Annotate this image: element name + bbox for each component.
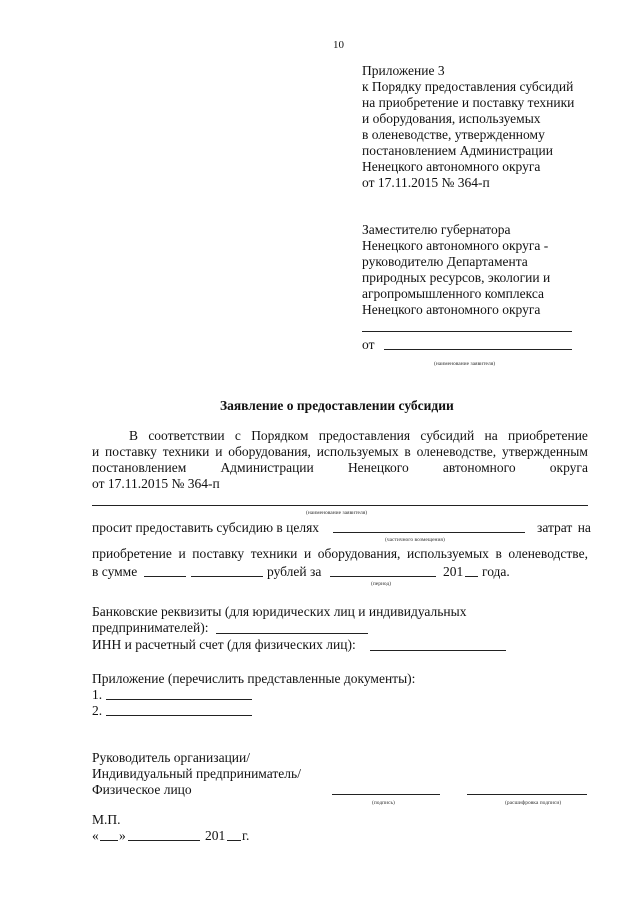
signatory-line-2: Индивидуальный предприниматель/ bbox=[92, 766, 301, 781]
attachment-item-2: 2. bbox=[92, 703, 103, 718]
page-number: 10 bbox=[333, 39, 344, 51]
body-line-2 bbox=[92, 444, 588, 459]
date-open-quote: « bbox=[92, 828, 99, 843]
signature-field[interactable] bbox=[332, 794, 440, 795]
word: и bbox=[215, 444, 223, 459]
addressee-blank-line[interactable] bbox=[362, 331, 572, 332]
year-suffix: года. bbox=[482, 564, 510, 579]
word: Администрации bbox=[220, 460, 314, 475]
date-month-field[interactable] bbox=[128, 840, 200, 841]
word: Ненецкого bbox=[347, 460, 409, 475]
applicant-name-field[interactable] bbox=[92, 505, 588, 506]
addressee-line: Ненецкого автономного округа - bbox=[362, 238, 549, 253]
word: субсидий bbox=[420, 428, 475, 443]
signatory-line-1: Руководитель организации/ bbox=[92, 750, 251, 765]
word: округа bbox=[549, 460, 588, 475]
word: используемых bbox=[316, 444, 399, 459]
word: приобретение bbox=[508, 428, 588, 443]
year-prefix: 201 bbox=[443, 564, 464, 579]
body-line-1 bbox=[92, 428, 588, 443]
word: используемых bbox=[407, 546, 489, 561]
appendix-line: на приобретение и поставку техники bbox=[362, 95, 575, 110]
period-caption: (период) bbox=[371, 581, 392, 587]
word: и bbox=[303, 546, 312, 561]
signature-decoding-field[interactable] bbox=[467, 794, 587, 795]
word: техники bbox=[250, 546, 298, 561]
purpose-caption: (частичного возмещения) bbox=[385, 537, 445, 543]
word: на bbox=[484, 428, 498, 443]
addressee-line: агропромышленного комплекса bbox=[362, 286, 544, 301]
period-field[interactable] bbox=[330, 576, 436, 577]
word: приобретение bbox=[92, 546, 172, 561]
appendix-line: постановлением Администрации bbox=[362, 143, 553, 158]
bank-line-3: ИНН и расчетный счет (для физических лиц): bbox=[92, 637, 356, 652]
word: автономного bbox=[442, 460, 516, 475]
body-line-4: от 17.11.2015 № 364-п bbox=[92, 476, 220, 491]
word: с bbox=[234, 428, 241, 443]
request-suffix: затрат на bbox=[537, 520, 591, 535]
date-year-field[interactable] bbox=[227, 840, 241, 841]
appendix-line: Ненецкого автономного округа bbox=[362, 159, 541, 174]
applicant-from-field[interactable] bbox=[384, 349, 572, 350]
signature-decoding-caption: (расшифровка подписи) bbox=[505, 800, 562, 806]
word: оленеводстве, bbox=[416, 444, 497, 459]
sum-field-2[interactable] bbox=[191, 576, 263, 577]
word: оборудования, bbox=[317, 546, 401, 561]
inn-account-field[interactable] bbox=[370, 650, 506, 651]
word: техники bbox=[162, 444, 210, 459]
appendix-line: к Порядку предоставления субсидий bbox=[362, 79, 574, 94]
word: и bbox=[178, 546, 186, 561]
year-field[interactable] bbox=[465, 576, 478, 577]
purpose-field[interactable] bbox=[333, 532, 525, 533]
signature-caption: (подпись) bbox=[372, 800, 395, 806]
date-close-quote: » bbox=[119, 828, 126, 843]
sum-rubles: рублей за bbox=[267, 564, 322, 579]
applicant-caption: (наименование заявителя) bbox=[434, 361, 496, 367]
stamp-label: М.П. bbox=[92, 812, 121, 827]
word: соответствии bbox=[148, 428, 225, 443]
bank-line-2: предпринимателей): bbox=[92, 620, 209, 635]
attachments-heading: Приложение (перечислить представленные документы): bbox=[92, 671, 416, 686]
word: в bbox=[495, 546, 502, 561]
addressee-line: Ненецкого автономного округа bbox=[362, 302, 541, 317]
request-prefix: просит предоставить субсидию в целях bbox=[92, 520, 320, 535]
word: утвержденным bbox=[501, 444, 588, 459]
appendix-line: от 17.11.2015 № 364-п bbox=[362, 175, 490, 190]
appendix-line: и оборудования, используемых bbox=[362, 111, 541, 126]
word: В bbox=[129, 428, 139, 443]
addressee-line: Заместителю губернатора bbox=[362, 222, 511, 237]
from-label: от bbox=[362, 337, 375, 352]
applicant-name-caption: (наименование заявителя) bbox=[306, 510, 368, 516]
appendix-line: в оленеводстве, утвержденному bbox=[362, 127, 545, 142]
date-year: 201 bbox=[205, 828, 226, 843]
word: предоставления bbox=[318, 428, 411, 443]
attachment-field-2[interactable] bbox=[106, 715, 252, 716]
attachment-field-1[interactable] bbox=[106, 699, 252, 700]
addressee-line: природных ресурсов, экологии и bbox=[362, 270, 551, 285]
body-line-3 bbox=[92, 460, 588, 475]
document-title: Заявление о предоставлении субсидии bbox=[220, 398, 454, 413]
word: оборудования, bbox=[228, 444, 311, 459]
date-day-field[interactable] bbox=[100, 840, 118, 841]
word: постановлением bbox=[92, 460, 187, 475]
bank-details-field[interactable] bbox=[216, 633, 368, 634]
bank-line-1: Банковские реквизиты (для юридических лиц и индивидуальных bbox=[92, 604, 467, 619]
signatory-line-3: Физическое лицо bbox=[92, 782, 192, 797]
sum-prefix: в сумме bbox=[92, 564, 138, 579]
appendix-line: Приложение 3 bbox=[362, 63, 445, 78]
date-suffix: г. bbox=[242, 828, 250, 843]
word: и bbox=[92, 444, 100, 459]
word: в bbox=[404, 444, 411, 459]
word: оленеводстве, bbox=[508, 546, 588, 561]
word: поставку bbox=[192, 546, 245, 561]
sum-field-1[interactable] bbox=[144, 576, 186, 577]
attachment-item-1: 1. bbox=[92, 687, 103, 702]
purchase-line bbox=[92, 546, 588, 561]
word: Порядком bbox=[251, 428, 309, 443]
addressee-line: руководителю Департамента bbox=[362, 254, 528, 269]
word: поставку bbox=[105, 444, 157, 459]
